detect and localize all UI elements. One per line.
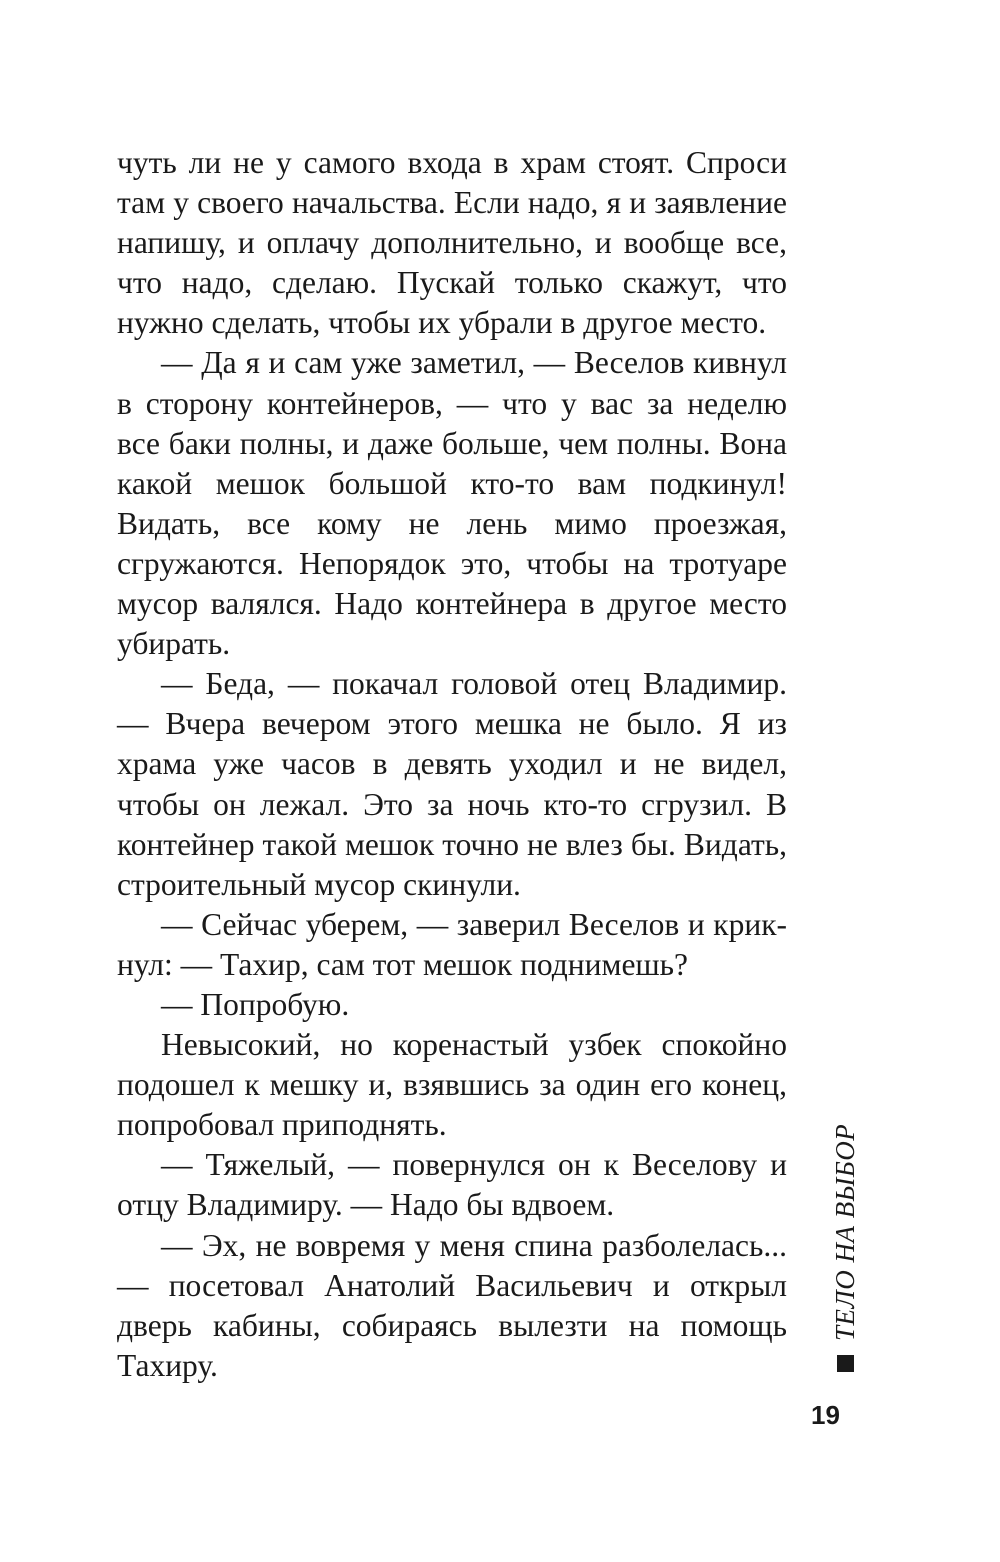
paragraph-5: — Попробую. — [161, 986, 350, 1022]
paragraph-8: — Эх, не вовремя у меня спина разболелась... — посетовал Анатолий Васильевич и открыл дверь кабины, собираясь вылезти на помощь Тахиру. — [117, 1227, 787, 1383]
running-head — [830, 1124, 861, 1372]
paragraph-4: — Сейчас уберем, — заверил Веселов и крикнул: — Тахир, сам тот мешок поднимешь? — [117, 906, 787, 982]
paragraph-7: — Тяжелый, — повернулся он к Веселову и отцу Владимиру. — Надо бы вдвоем. — [117, 1147, 787, 1223]
paragraph-6: Невысокий, но коренастый узбек спокойно подошел к мешку и, взявшись за один его конец, попробовал приподнять. — [117, 1027, 787, 1143]
paragraph-1: чуть ли не у самого входа в храм стоят. Спроси там у своего начальства. Если надо, я и заявление напишу, и оплачу дополнительно, и вообще все, что надо, сделаю. Пускай только скажут, что нужно сделать, чтобы их убрали в другое место. — [117, 145, 787, 341]
running-title: ТЕЛО НА ВЫБОР — [830, 1123, 860, 1341]
body-text — [117, 143, 787, 1386]
square-marker-icon — [837, 1355, 854, 1372]
paragraph-3: — Беда, — покачал головой отец Владимир. — Вчера вечером этого мешка не было. Я из храма уже часов в девять уходил и не видел, чтобы он лежал. Это за ночь кто-то сгрузил. В контейнер такой мешок точно не влез бы. Видать, строительный мусор скинули. — [117, 666, 787, 902]
page-number: 19 — [811, 1400, 840, 1430]
paragraph-2: — Да я и сам уже заметил, — Веселов кивнул в сторону контейнеров, — что у вас за неделю все баки полны, и даже больше, чем полны. Вона какой мешок большой кто-то вам подкинул! Видать, все кому не лень мимо проезжая, сгружаются. Непорядок это, чтобы на тротуаре мусор валялся. Надо контейнера в другое место убирать. — [117, 345, 787, 662]
